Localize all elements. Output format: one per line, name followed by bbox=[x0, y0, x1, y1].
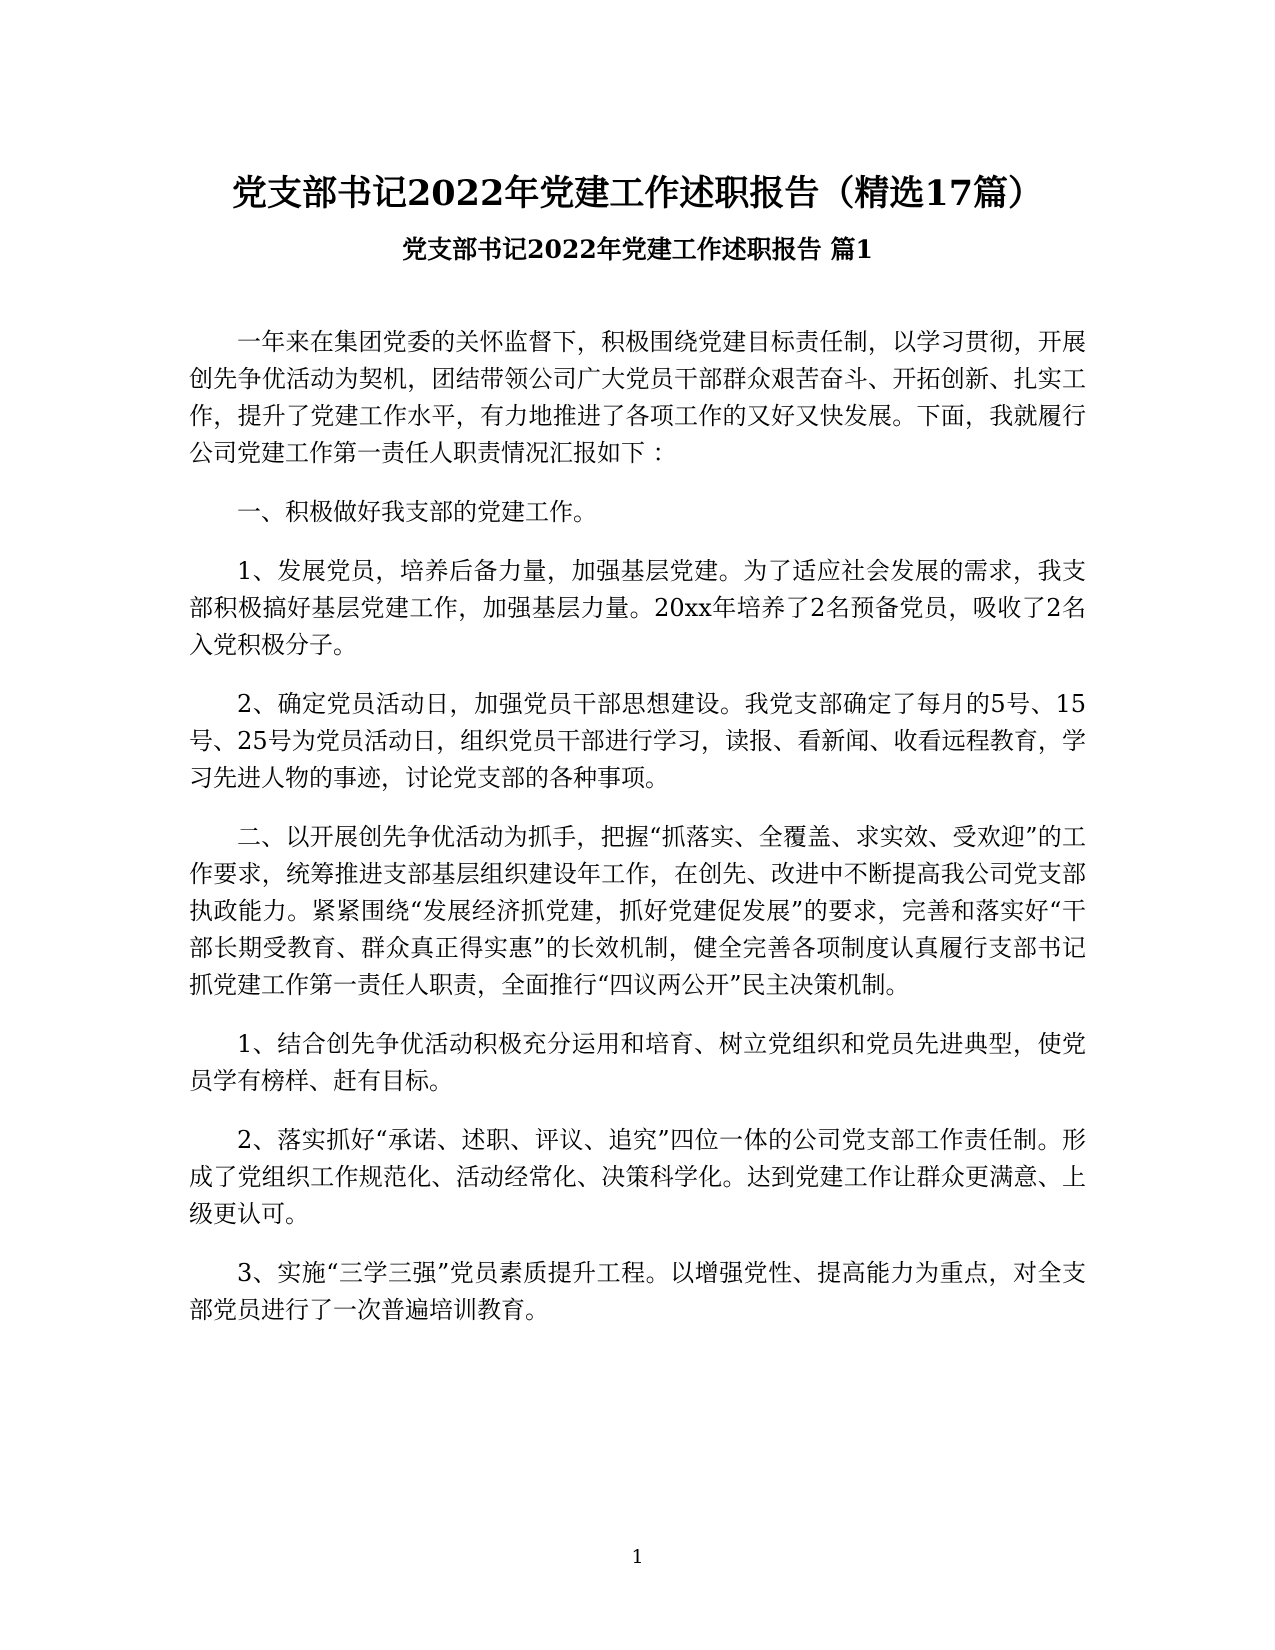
paragraph-section-2: 二、以开展创先争优活动为抓手，把握“抓落实、全覆盖、求实效、受欢迎”的工作要求，统筹推进支部基层组织建设年工作，在创先、改进中不断提高我公司党支部执政能力。紧紧围绕“发展经济抓党建，抓好党建促发展”的要求，完善和落实好“干部长期受教育、群众真正得实惠”的长效机制，健全完善各项制度认真履行支部书记抓党建工作第一责任人职责，全面推行“四议两公开”民主决策机制。 bbox=[189, 823, 1086, 999]
section-subtitle: 党支部书记2022年党建工作述职报告 篇1 bbox=[402, 235, 873, 264]
paragraph-item-2: 2、确定党员活动日，加强党员干部思想建设。我党支部确定了每月的5号、15号、25号为党员活动日，组织党员干部进行学习，读报、看新闻、收看远程教育，学习先进人物的事迹，讨论党支部的各种事项。 bbox=[189, 690, 1086, 792]
page-number: 1 bbox=[631, 1546, 644, 1568]
paragraph-item-2-2: 2、落实抓好“承诺、述职、评议、追究”四位一体的公司党支部工作责任制。形成了党组织工作规范化、活动经常化、决策科学化。达到党建工作让群众更满意、上级更认可。 bbox=[189, 1126, 1086, 1228]
document-title: 党支部书记2022年党建工作述职报告（精选17篇） bbox=[231, 173, 1044, 214]
document-body bbox=[189, 324, 1086, 1351]
paragraph-intro: 一年来在集团党委的关怀监督下，积极围绕党建目标责任制，以学习贯彻，开展创先争优活动为契机，团结带领公司广大党员干部群众艰苦奋斗、开拓创新、扎实工作，提升了党建工作水平，有力地推进了各项工作的又好又快发展。下面，我就履行公司党建工作第一责任人职责情况汇报如下 ： bbox=[189, 328, 1086, 467]
paragraph-item-2-3: 3、实施“三学三强”党员素质提升工程。以增强党性、提高能力为重点，对全支部党员进行了一次普遍培训教育。 bbox=[189, 1259, 1086, 1324]
paragraph-section-1: 一、积极做好我支部的党建工作。 bbox=[237, 498, 597, 526]
paragraph-item-2-1: 1、结合创先争优活动积极充分运用和培育、树立党组织和党员先进典型，使党员学有榜样、赶有目标。 bbox=[189, 1030, 1086, 1095]
paragraph-item-1: 1、发展党员，培养后备力量，加强基层党建。为了适应社会发展的需求，我支部积极搞好基层党建工作，加强基层力量。20xx年培养了2名预备党员，吸收了2名入党积极分子。 bbox=[189, 557, 1086, 659]
